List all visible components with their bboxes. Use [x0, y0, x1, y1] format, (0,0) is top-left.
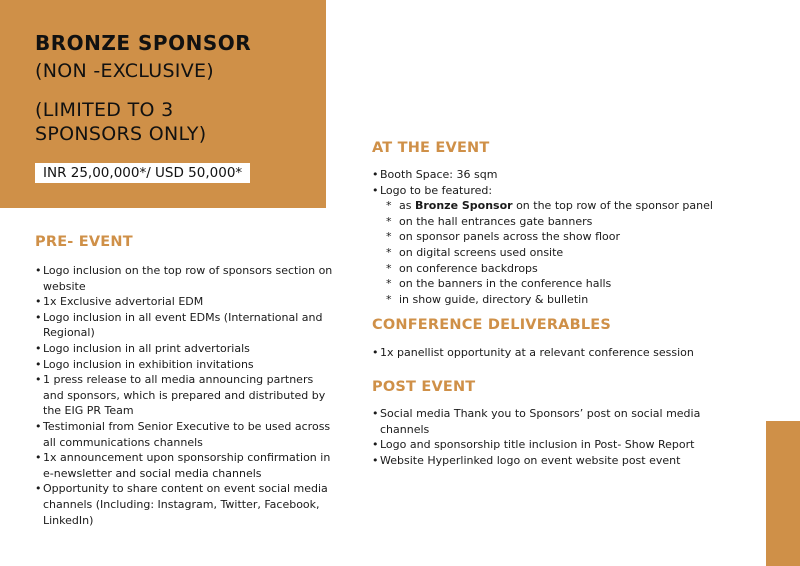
list-item: • 1x panellist opportunity at a relevant conference session [372, 345, 752, 361]
sub-list-item [380, 198, 752, 214]
limit-line-2: SPONSORS ONLY) [35, 123, 207, 145]
list-item: • 1x announcement upon sponsorship confirmation in e-newsletter and social media channels [35, 450, 335, 481]
price-badge: INR 25,00,000*/ USD 50,000* [35, 163, 250, 183]
list-item [372, 183, 752, 308]
sponsor-subtitle: (NON -EXCLUSIVE) [35, 60, 215, 82]
sub-item-suffix: on the top row of the sponsor panel [512, 199, 713, 213]
list-item: • Testimonial from Senior Executive to be used across all communications channels [35, 419, 335, 450]
sub-list-item: * on digital screens used onsite [380, 245, 752, 261]
sub-list-item: * on sponsor panels across the show floor [380, 229, 752, 245]
logo-placement-list [380, 198, 752, 307]
list-item: • Booth Space: 36 sqm [372, 167, 752, 183]
bronze-sponsor-emphasis: Bronze Sponsor [414, 199, 513, 213]
sponsor-title: BRONZE SPONSOR [35, 31, 252, 55]
conference-heading: CONFERENCE DELIVERABLES [372, 317, 612, 333]
sub-list-item: * on conference backdrops [380, 261, 752, 277]
list-item: • Logo inclusion in all print advertorials [35, 341, 335, 357]
sub-list-item: * on the hall entrances gate banners [380, 214, 752, 230]
post-event-heading: POST EVENT [372, 379, 476, 395]
limit-line-1: (LIMITED TO 3 [35, 99, 174, 121]
list-item: • Opportunity to share content on event social media channels (Including: Instagram, Twitter, Facebook, LinkedIn) [35, 481, 335, 528]
pre-event-list [35, 263, 335, 528]
at-event-heading: AT THE EVENT [372, 140, 490, 156]
sub-list-item: * on the banners in the conference halls [380, 276, 752, 292]
accent-side-bar [766, 421, 800, 566]
list-item: • Logo and sponsorship title inclusion in Post- Show Report [372, 437, 732, 453]
list-item: • Logo inclusion in all event EDMs (International and Regional) [35, 310, 335, 341]
post-event-list [372, 406, 732, 468]
conference-list [372, 345, 752, 361]
list-item: • Logo inclusion on the top row of sponsors section on website [35, 263, 335, 294]
pre-event-heading: PRE- EVENT [35, 234, 133, 250]
list-item: • Website Hyperlinked logo on event website post event [372, 453, 732, 469]
at-event-list [372, 167, 752, 307]
list-item: • Social media Thank you to Sponsors’ post on social media channels [372, 406, 732, 437]
list-item: • 1x Exclusive advertorial EDM [35, 294, 335, 310]
list-item: • 1 press release to all media announcing partners and sponsors, which is prepared and distributed by the EIG PR Team [35, 372, 335, 419]
logo-featured-label: Logo to be featured: [380, 183, 493, 197]
list-item: • Logo inclusion in exhibition invitations [35, 357, 335, 373]
sub-item-prefix: as [399, 199, 415, 213]
sub-list-item: * in show guide, directory & bulletin [380, 292, 752, 308]
